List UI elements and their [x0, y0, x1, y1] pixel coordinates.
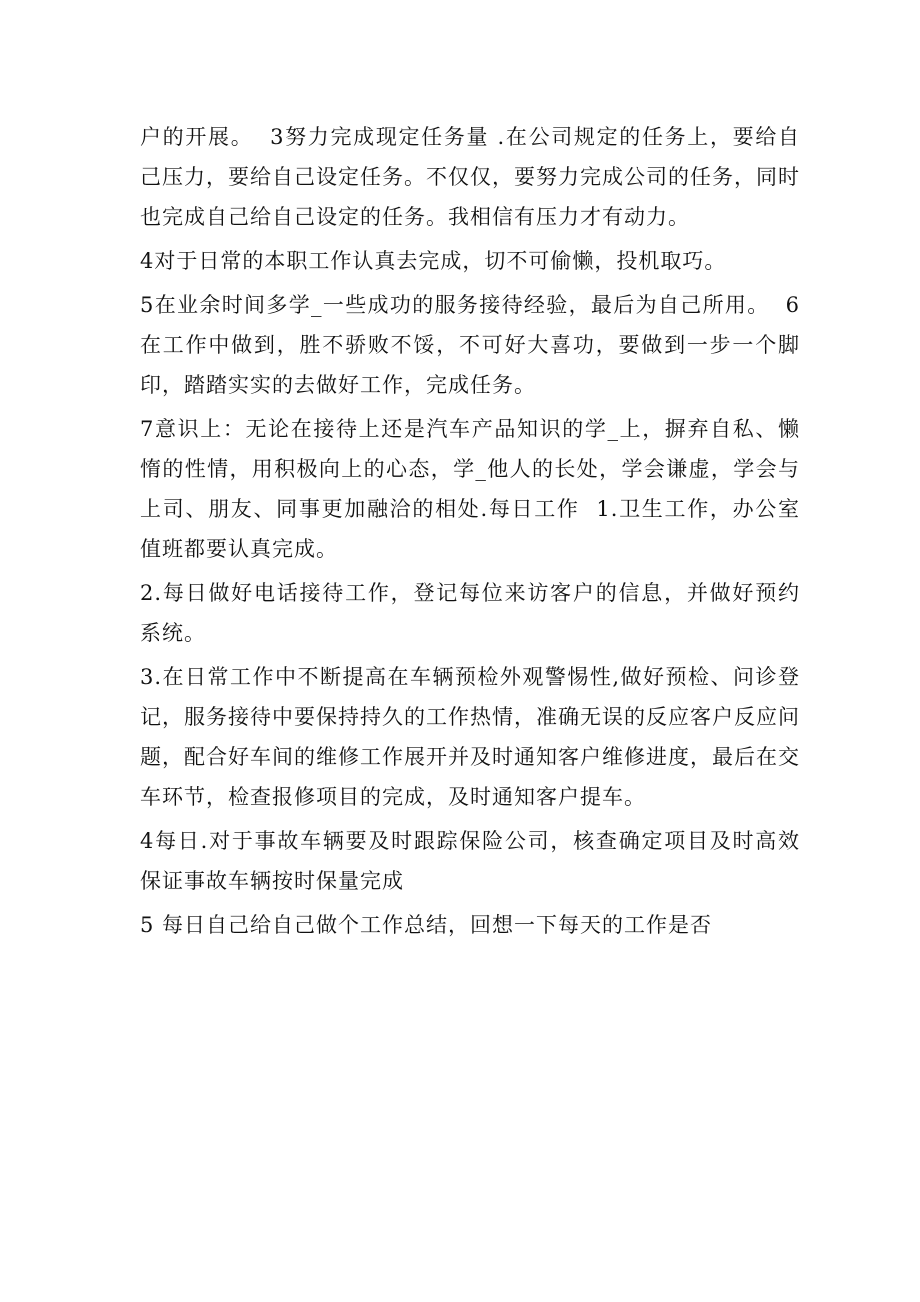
paragraph-2: 4对于日常的本职工作认真去完成，切不可偷懒，投机取巧。 — [140, 249, 727, 273]
paragraph-8: 5 每日自己给自己做个工作总结，回想一下每天的工作是否 — [140, 913, 713, 937]
paragraph-3: 5在业余时间多学_一些成功的服务接待经验，最后为自己所用。 6在工作中做到，胜不骄败不馁，不可好大喜功，要做到一步一个脚印，踏踏实实的去做好工作，完成任务。 — [140, 293, 800, 397]
paragraph-4: 7意识上：无论在接待上还是汽车产品知识的学_上，摒弃自私、懒惰的性情，用积极向上的心态，学_他人的长处，学会谦虚，学会与上司、朋友、同事更加融洽的相处.每日工作 1.卫生工作，办公室值班都要认真完成。 — [140, 417, 800, 561]
paragraph-7: 4每日.对于事故车辆要及时跟踪保险公司，核查确定项目及时高效保证事故车辆按时保量完成 — [140, 829, 800, 893]
document-body — [140, 117, 800, 949]
paragraph-1: 户的开展。 3努力完成现定任务量 .在公司规定的任务上，要给自己压力，要给自己设定任务。不仅仅，要努力完成公司的任务，同时也完成自己给自己设定的任务。我相信有压力才有动力。 — [140, 125, 800, 229]
paragraph-5: 2.每日做好电话接待工作，登记每位来访客户的信息，并做好预约系统。 — [140, 581, 800, 645]
paragraph-6: 3.在日常工作中不断提高在车辆预检外观警惕性,做好预检、问诊登记，服务接待中要保持持久的工作热情，准确无误的反应客户反应问题，配合好车间的维修工作展开并及时通知客户维修进度，最后在交车环节，检查报修项目的完成，及时通知客户提车。 — [140, 665, 800, 809]
